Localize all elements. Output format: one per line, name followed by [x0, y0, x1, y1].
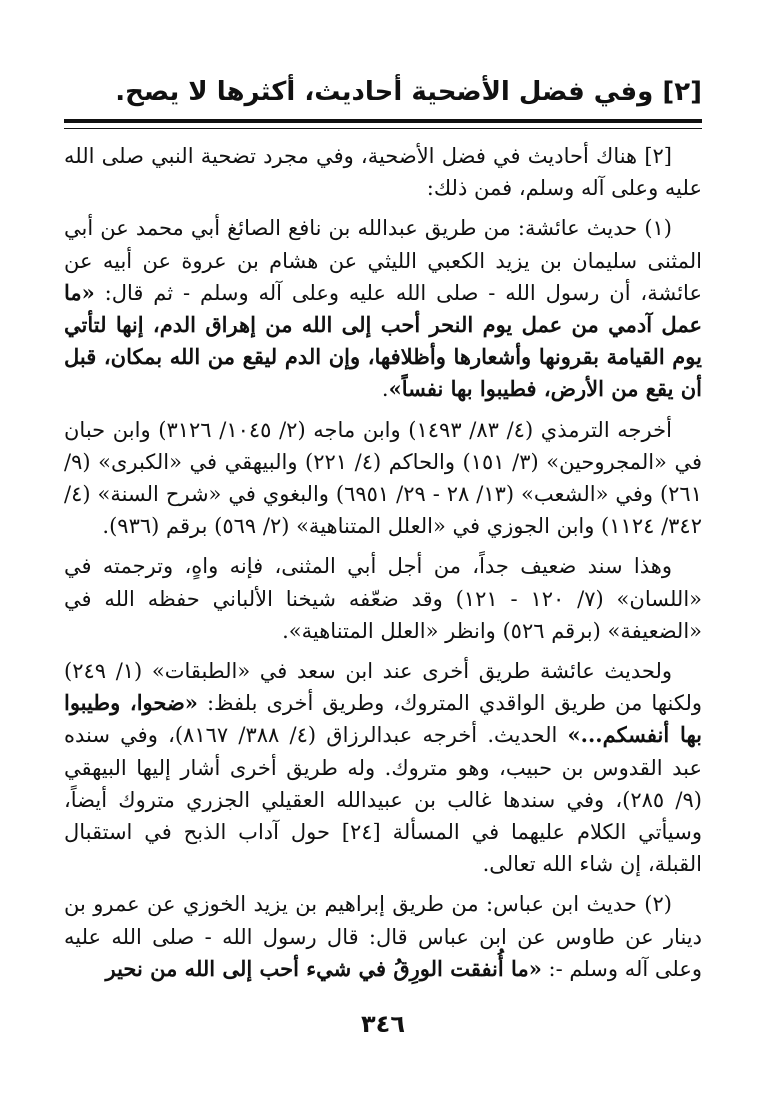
paragraph-ibn-abbas-chain: (٢) حديث ابن عباس: من طريق إبراهيم بن يزيد الخوزي عن عمرو بن دينار عن طاوس عن ابن عباس قال: قال رسول الله - صلى الله عليه وعلى آله وسلم -:	[64, 892, 702, 981]
hadith-text-dahhu: «ضحوا، وطيبوا بها أنفسكم...»	[64, 690, 702, 748]
hadith-text-ibn-abbas: «ما أُنفقت الورِقُ في شيء أحب إلى الله من نحير	[105, 955, 542, 981]
paragraph-other-routes	[64, 655, 702, 880]
paragraph-aisha-hadith	[64, 212, 702, 405]
page-body	[64, 140, 702, 1013]
paragraph-routes-rest: الحديث. أخرجه عبدالرزاق (٤/ ٣٨٨/ ٨١٦٧)، وفي سنده عبد القدوس بن حبيب، وهو متروك. وله طريق أخرى أشار إليها البيهقي (٩/ ٢٨٥)، وفي سندها غالب بن عبيدالله العقيلي الجزري متروك أيضاً، وسيأتي الكلام عليهما في المسألة [٢٤] حول آداب الذبح في استقبال القبلة، إن شاء الله تعالى.	[64, 723, 702, 877]
header-rule-thick	[64, 119, 702, 123]
paragraph-takhrij: أخرجه الترمذي (٤/ ٨٣/ ١٤٩٣) وابن ماجه (٢/ ١٠٤٥/ ٣١٢٦) وابن حبان في «المجروحين» (٣/ ١٥١) والحاكم (٤/ ٢٢١) والبيهقي في «الكبرى» (٩/ ٢٦١) وفي «الشعب» (١٣/ ٢٨ - ٢٩/ ٦٩٥١) والبغوي في «شرح السنة» (٤/ ٣٤٢/ ١١٢٤) وابن الجوزي في «العلل المتناهية» (٢/ ٥٦٩) برقم (٩٣٦).	[64, 417, 702, 539]
section-heading: [٢] وفي فضل الأضحية أحاديث، أكثرها لا يصح.	[115, 77, 702, 107]
paragraph-ibn-abbas-hadith	[64, 888, 702, 985]
paragraph-aisha-chain: (١) حديث عائشة: من طريق عبدالله بن نافع الصائغ أبي محمد عن أبي المثنى سليمان بن يزيد الكعبي الليثي عن هشام بن عروة عن أبيه عن عائشة، أن رسول الله - صلى الله عليه وعلى آله وسلم - ثم قال:	[64, 216, 702, 305]
hadith-text-aisha: «ما عمل آدمي من عمل يوم النحر أحب إلى الله من إهراق الدم، إنها لتأتي يوم القيامة بقرونها وأشعارها وأظلافها، وإن الدم ليقع من الله بمكان، قبل أن يقع من الأرض، فطيبوا بها نفساً»	[64, 279, 702, 402]
page-number: ٣٤٦	[361, 1010, 405, 1038]
paragraph-routes-start: ولحديث عائشة طريق أخرى عند ابن سعد في «الطبقات» (١/ ٢٤٩) ولكنها من طريق الواقدي المتروك، وطريق أخرى بلفظ:	[64, 659, 702, 716]
paragraph-intro: [٢] هناك أحاديث في فضل الأضحية، وفي مجرد تضحية النبي صلى الله عليه وعلى آله وسلم، فمن ذلك:	[64, 144, 702, 201]
paragraph-isnad-grading: وهذا سند ضعيف جداً، من أجل أبي المثنى، فإنه واهٍ، وترجمته في «اللسان» (٧/ ١٢٠ - ١٢١) وقد ضعّفه شيخنا الألباني حفظه الله في «الضعيفة» (برقم ٥٢٦) وانظر «العلل المتناهية».	[64, 554, 702, 643]
header-rule-thin	[64, 128, 702, 129]
paragraph-aisha-end: .	[381, 377, 389, 402]
